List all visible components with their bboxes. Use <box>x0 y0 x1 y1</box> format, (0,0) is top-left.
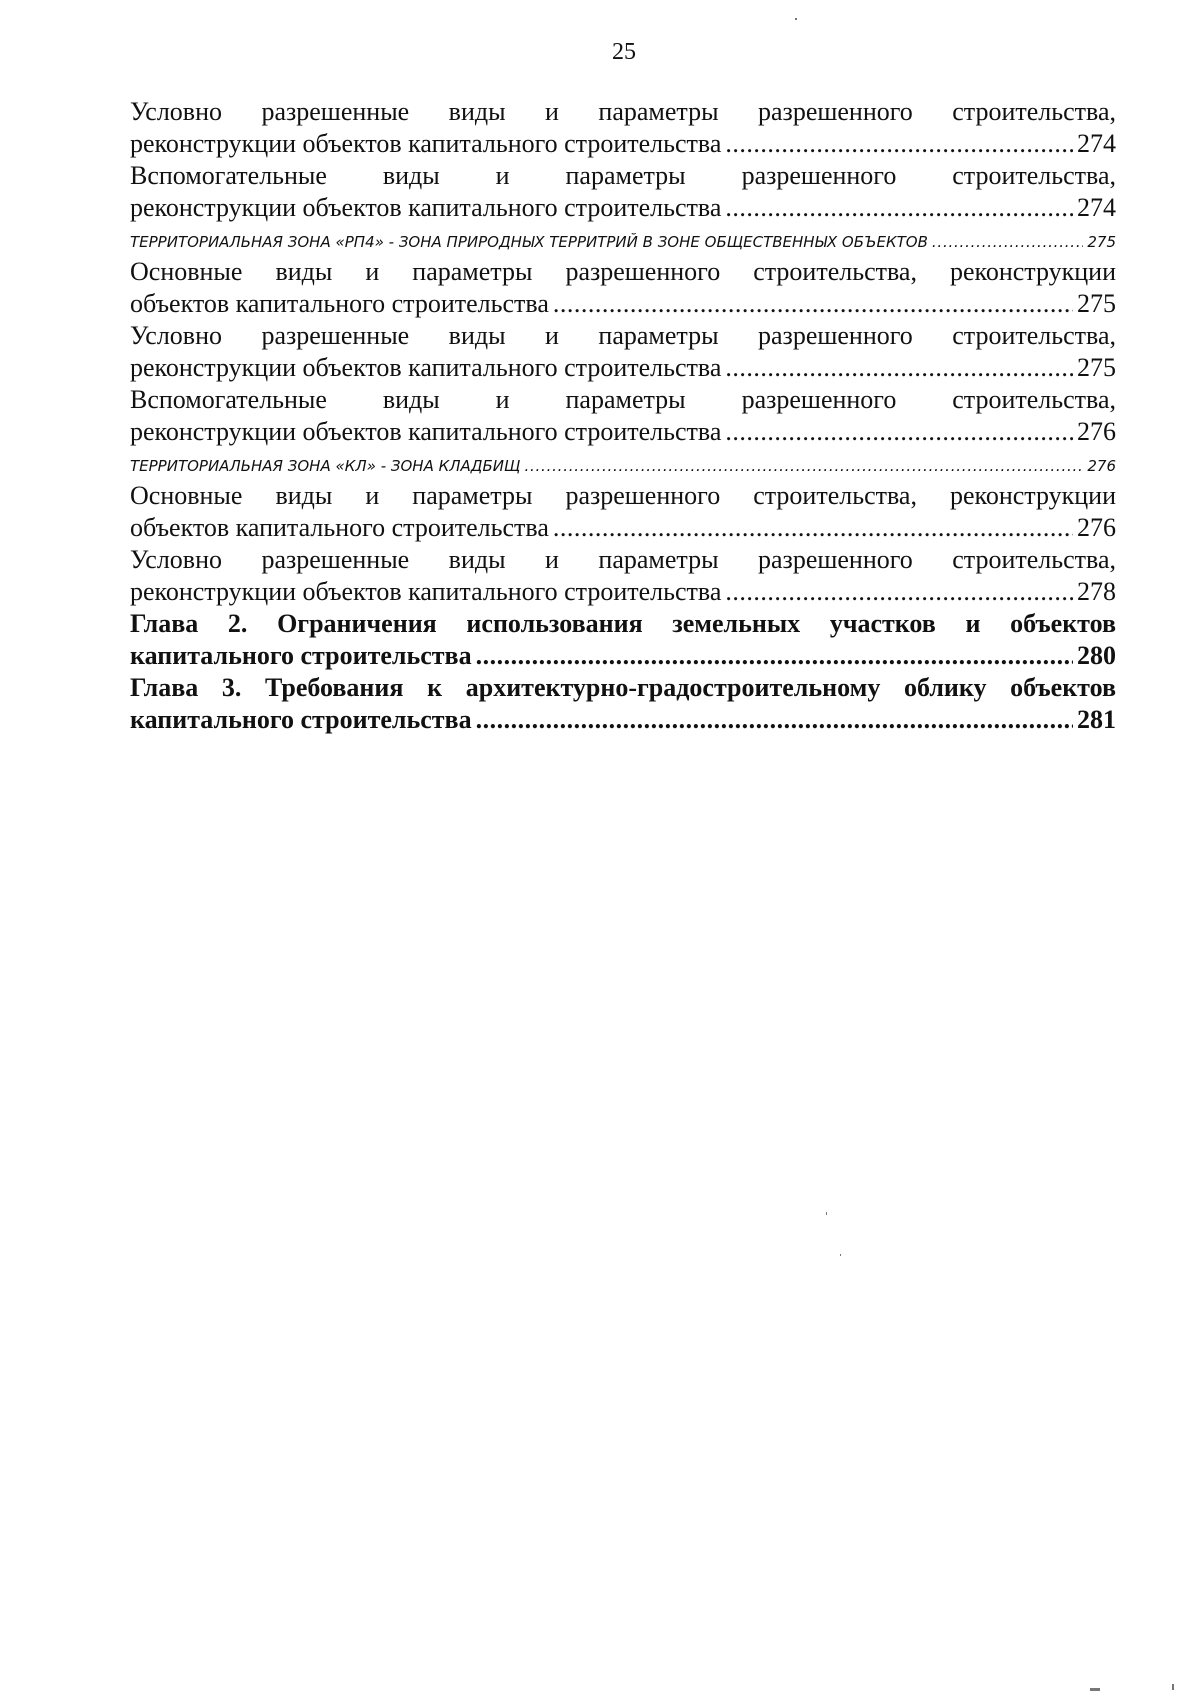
toc-page-number: 274 <box>1077 193 1116 222</box>
toc-entry-title: Условно разрешенные виды и параметры разрешенного строительства, <box>130 321 1116 350</box>
toc-entry-title: Основные виды и параметры разрешенного строительства, реконструкции <box>130 481 1116 510</box>
dot-leader <box>725 128 1073 160</box>
scan-speck <box>1090 1688 1100 1691</box>
toc-entry-title: Условно разрешенные виды и параметры разрешенного строительства, <box>130 97 1116 126</box>
toc-page-number: 275 <box>1077 289 1116 318</box>
scan-speck <box>1172 1684 1174 1690</box>
toc-page-number: 275 <box>1087 233 1116 251</box>
toc-page-number: 280 <box>1077 641 1116 670</box>
dot-leader <box>524 456 1083 476</box>
toc-chapter-title-cont: капитального строительства <box>130 641 472 670</box>
toc-entry[interactable] <box>130 256 1116 320</box>
page-number: 25 <box>612 39 636 65</box>
toc-page-number: 281 <box>1077 705 1116 734</box>
table-of-contents <box>130 96 1116 736</box>
dot-leader <box>932 232 1083 252</box>
toc-zone-title: ТЕРРИТОРИАЛЬНАЯ ЗОНА «КЛ» - ЗОНА КЛАДБИЩ <box>130 457 521 475</box>
toc-chapter-entry[interactable] <box>130 672 1116 736</box>
dot-leader <box>725 576 1073 608</box>
toc-chapter-title-cont: капитального строительства <box>130 705 472 734</box>
toc-zone-title: ТЕРРИТОРИАЛЬНАЯ ЗОНА «РП4» - ЗОНА ПРИРОДНЫХ ТЕРРИТРИЙ В ЗОНЕ ОБЩЕСТВЕННЫХ ОБЪЕКТОВ <box>130 233 928 251</box>
toc-entry-title-cont: объектов капитального строительства <box>130 513 549 542</box>
dot-leader <box>725 352 1073 384</box>
toc-chapter-entry[interactable] <box>130 608 1116 672</box>
toc-entry[interactable] <box>130 384 1116 448</box>
toc-entry-title: Основные виды и параметры разрешенного строительства, реконструкции <box>130 257 1116 286</box>
toc-entry-title: Вспомогательные виды и параметры разрешенного строительства, <box>130 385 1116 414</box>
toc-entry[interactable] <box>130 320 1116 384</box>
toc-zone-heading[interactable] <box>130 232 1116 252</box>
toc-entry-title-cont: реконструкции объектов капитального строительства <box>130 193 722 222</box>
toc-chapter-title: Глава 2. Ограничения использования земельных участков и объектов <box>130 609 1116 638</box>
scan-speck <box>840 1254 841 1256</box>
dot-leader <box>725 416 1073 448</box>
scan-speck <box>795 18 797 20</box>
toc-entry-title-cont: объектов капитального строительства <box>130 289 549 318</box>
toc-page-number: 276 <box>1077 513 1116 542</box>
toc-page-number: 276 <box>1077 417 1116 446</box>
dot-leader <box>725 192 1073 224</box>
toc-page-number: 274 <box>1077 129 1116 158</box>
scan-speck <box>826 1212 827 1215</box>
toc-entry[interactable] <box>130 544 1116 608</box>
toc-entry-title-cont: реконструкции объектов капитального строительства <box>130 577 722 606</box>
dot-leader <box>476 704 1073 736</box>
toc-chapter-title: Глава 3. Требования к архитектурно-градостроительному облику объектов <box>130 673 1116 702</box>
toc-page-number: 276 <box>1087 457 1116 475</box>
dot-leader <box>553 512 1073 544</box>
toc-entry[interactable] <box>130 480 1116 544</box>
toc-entry-title: Вспомогательные виды и параметры разрешенного строительства, <box>130 161 1116 190</box>
toc-page-number: 275 <box>1077 353 1116 382</box>
toc-zone-heading[interactable] <box>130 456 1116 476</box>
toc-entry-title-cont: реконструкции объектов капитального строительства <box>130 417 722 446</box>
dot-leader <box>553 288 1073 320</box>
toc-page-number: 278 <box>1077 577 1116 606</box>
toc-entry-title: Условно разрешенные виды и параметры разрешенного строительства, <box>130 545 1116 574</box>
toc-entry[interactable] <box>130 160 1116 224</box>
toc-entry-title-cont: реконструкции объектов капитального строительства <box>130 353 722 382</box>
dot-leader <box>476 640 1073 672</box>
toc-entry[interactable] <box>130 96 1116 160</box>
toc-entry-title-cont: реконструкции объектов капитального строительства <box>130 129 722 158</box>
